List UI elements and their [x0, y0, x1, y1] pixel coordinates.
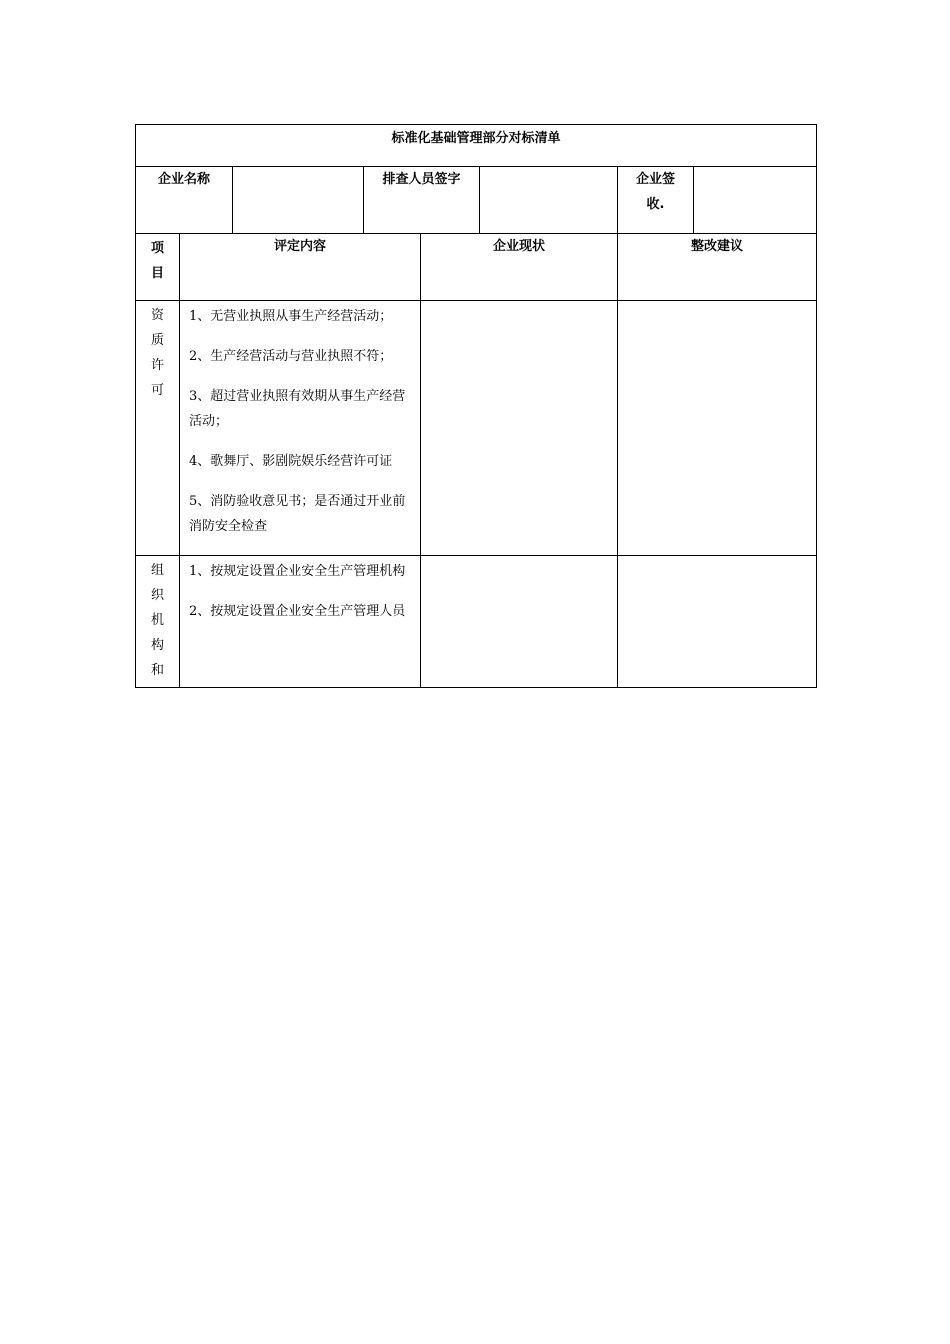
section-item-label: 组 织 机 构 和: [136, 556, 180, 688]
list-item: 4、歌舞厅、影剧院娱乐经营许可证: [189, 454, 393, 469]
item-column-header: 项 目: [136, 234, 180, 301]
status-column-header: 企业现状: [421, 234, 618, 301]
company-sign-label: 企业签 收.: [618, 167, 694, 234]
content-column-header: 评定内容: [180, 234, 421, 301]
list-item: 1、按规定设置企业安全生产管理机构: [189, 564, 406, 579]
suggestion-cell[interactable]: [618, 556, 817, 688]
status-cell[interactable]: [421, 301, 618, 556]
table-row: [136, 301, 817, 556]
section-content: [180, 556, 421, 688]
form-title: 标准化基础管理部分对标清单: [136, 125, 817, 167]
list-item: 1、无营业执照从事生产经营活动；: [189, 309, 393, 324]
inspector-signature-field[interactable]: [480, 167, 618, 234]
company-name-label: 企业名称: [136, 167, 233, 234]
section-content: [180, 301, 421, 556]
inspector-signature-label: 排查人员签字: [364, 167, 480, 234]
section-item-label: 资 质 许 可: [136, 301, 180, 556]
status-cell[interactable]: [421, 556, 618, 688]
table-row: [136, 556, 817, 688]
list-item: 5、消防验收意见书；是否通过开业前消防安全检查: [189, 494, 406, 534]
list-item: 2、生产经营活动与营业执照不符；: [189, 349, 393, 364]
company-sign-field[interactable]: [694, 167, 817, 234]
company-name-field[interactable]: [233, 167, 364, 234]
list-item: 2、按规定设置企业安全生产管理人员: [189, 604, 406, 619]
suggestion-column-header: 整改建议: [618, 234, 817, 301]
suggestion-cell[interactable]: [618, 301, 817, 556]
assessment-form-table: [135, 124, 817, 688]
list-item: 3、超过营业执照有效期从事生产经营活动；: [189, 389, 406, 429]
